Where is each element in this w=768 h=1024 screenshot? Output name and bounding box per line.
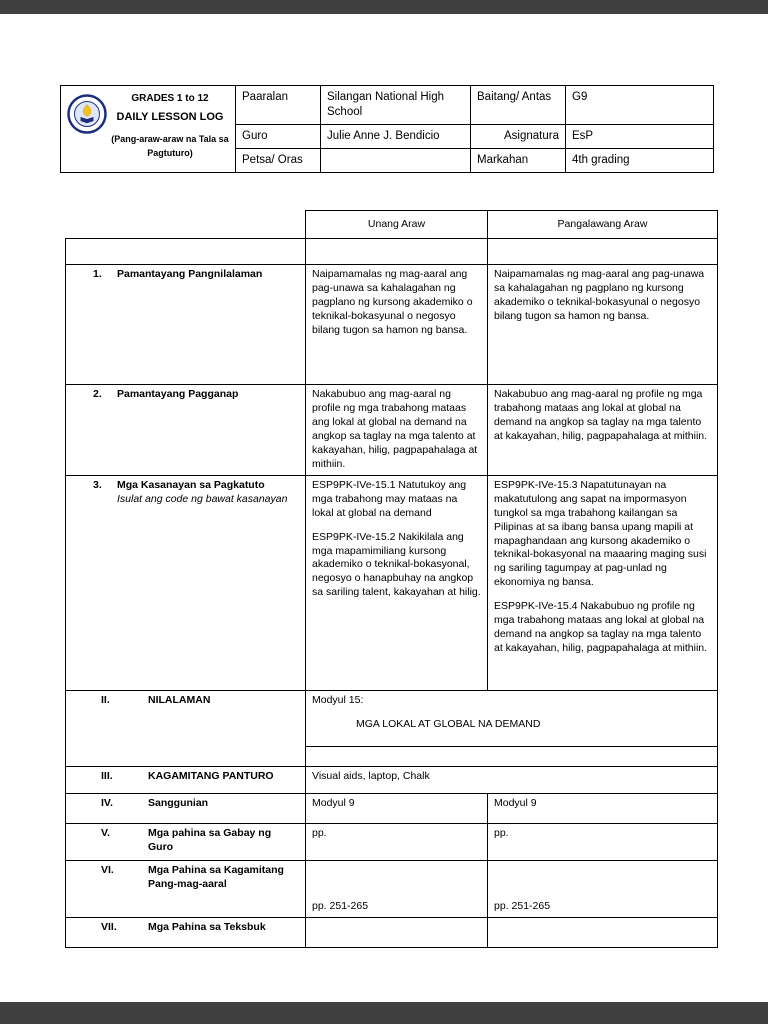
section-title: NILALAMAN: [148, 693, 211, 706]
cell-s1-day2: Naipamamalas ng mag-aaral ang pag-unawa sa kahalagahan ng pagplano ng kursong akademiko o teknikal-bokasyunal o negosyo bilang tugon sa hamon ng bansa.: [488, 265, 718, 385]
meta-value-grade: G9: [566, 86, 714, 125]
label-nilalaman: [66, 690, 306, 766]
cell-s7-day1: pp.: [306, 823, 488, 860]
section-row-sanggunian: [66, 793, 718, 823]
lesson-log-body-table: [65, 210, 718, 948]
daily-lesson-log-title: DAILY LESSON LOG: [116, 111, 224, 123]
section-row-kasanayan: [66, 475, 718, 690]
spacer-cell: [488, 239, 718, 265]
cell-s7-day2: pp.: [488, 823, 718, 860]
corner-cell: [66, 211, 306, 239]
cell-s3-day2: [488, 475, 718, 690]
label-kagamitang-panturo: [66, 766, 306, 793]
viewer-bottom-bar: [0, 1002, 768, 1024]
document-page: [0, 14, 768, 1002]
meta-label-asignatura: Asignatura: [471, 124, 566, 148]
section-row-kagamitang-pang-mag-aaral: [66, 860, 718, 917]
section-number: IV.: [101, 796, 113, 809]
section-number: 2.: [93, 388, 102, 400]
section-number: III.: [101, 769, 113, 782]
logo-title-cell: [61, 86, 236, 173]
section-title: Mga Pahina sa Kagamitang Pang-mag-aaral: [148, 863, 284, 890]
cell-s3-day1: [306, 475, 488, 690]
section-row-nilalaman: [66, 690, 718, 746]
day2-header: Pangalawang Araw: [488, 211, 718, 239]
label-sanggunian: [66, 793, 306, 823]
cell-s8-day2: pp. 251-265: [488, 860, 718, 917]
section-number: 3.: [93, 478, 102, 491]
day-header-row: [66, 211, 718, 239]
meta-label-petsa: Petsa/ Oras: [236, 148, 321, 172]
label-mga-kasanayan: [66, 475, 306, 690]
cell-s2-day1: Nakabubuo ang mag-aaral ng profile ng mga trabahong mataas ang lokal at global na demand na angkop sa taglay na mga talento at kakayahan, hilig, pagpapahalaga at mithiin.: [306, 385, 488, 476]
cell-s9-day1: [306, 917, 488, 947]
meta-value-school: Silangan National High School: [321, 86, 471, 125]
section-row-kagamitan: [66, 766, 718, 793]
meta-label-guro: Guro: [236, 124, 321, 148]
esp-code-15-4: ESP9PK-IVe-15.4 Nakabubuo ng profile ng mga trabahong mataas ang lokal at global na demand na angkop sa taglay na mga talento at kakayahan, hilig, pagpapahalaga at mithiin.: [494, 600, 708, 655]
spacer-cell: [306, 239, 488, 265]
section-number: II.: [101, 693, 110, 706]
section-title: Mga Kasanayan sa Pagkatuto: [117, 478, 265, 491]
label-pamantayang-pangnilalaman: [66, 265, 306, 385]
label-pahina-kagamitang-mag-aaral: [66, 860, 306, 917]
section-title: Mga Pahina sa Teksbuk: [148, 920, 266, 933]
cell-s2-day2: Nakabubuo ang mag-aaral ng profile ng mga trabahong mataas ang lokal at global na demand na angkop sa taglay na mga talento at kakayahan, hilig, pagpapahalaga at mithiin.: [488, 385, 718, 476]
logo-wrap: [67, 90, 229, 160]
section-number: VI.: [101, 863, 114, 876]
header-titles: [111, 90, 229, 160]
meta-value-date: [321, 148, 471, 172]
meta-label-paaralan: Paaralan: [236, 86, 321, 125]
deped-seal-icon: [67, 90, 111, 139]
cell-s8-day1: pp. 251-265: [306, 860, 488, 917]
cell-s6-day1: Modyul 9: [306, 793, 488, 823]
section-title: Pamantayang Pagganap: [117, 388, 239, 400]
meta-row-paaralan: [61, 86, 714, 125]
label-pamantayang-pagganap: [66, 385, 306, 476]
cell-nilalaman-content: [306, 690, 718, 746]
spacer-row: [66, 239, 718, 265]
meta-value-quarter: 4th grading: [566, 148, 714, 172]
lesson-log-header-table: [60, 85, 714, 173]
daily-lesson-log-subtitle: (Pang-araw-araw na Tala sa Pagtuturo): [111, 134, 229, 158]
modyul-topic-title: MGA LOKAL AT GLOBAL NA DEMAND: [356, 717, 541, 730]
label-pahina-teksbuk: [66, 917, 306, 947]
meta-value-subject: EsP: [566, 124, 714, 148]
spacer-cell: [66, 239, 306, 265]
section-title: Pamantayang Pangnilalaman: [117, 268, 263, 280]
section-title: Mga pahina sa Gabay ng Guro: [148, 826, 272, 853]
meta-label-baitang: Baitang/ Antas: [471, 86, 566, 125]
section-number: 1.: [93, 268, 102, 280]
section-title: Sanggunian: [148, 796, 209, 809]
viewer-top-bar: [0, 0, 768, 14]
cell-s9-day2: [488, 917, 718, 947]
section-row-pagganap: [66, 385, 718, 476]
cell-s6-day2: Modyul 9: [488, 793, 718, 823]
esp-code-15-1: ESP9PK-IVe-15.1 Natutukoy ang mga trabahong may mataas na lokal at global na demand: [312, 478, 467, 519]
cell-kagamitan-content: Visual aids, laptop, Chalk: [306, 766, 718, 793]
modyul-number: Modyul 15:: [312, 693, 364, 706]
section-number: V.: [101, 826, 110, 839]
spacer-cell: [306, 746, 718, 766]
section-row-gabay-ng-guro: [66, 823, 718, 860]
section-row-pangnilalaman: [66, 265, 718, 385]
section-title: KAGAMITANG PANTURO: [148, 769, 274, 782]
section-row-teksbuk: [66, 917, 718, 947]
day1-header: Unang Araw: [306, 211, 488, 239]
esp-code-15-3: ESP9PK-IVe-15.3 Napatutunayan na makatutulong ang sapat na impormasyon tungkol sa mga trabahong kailangan sa Pilipinas at sa ibang bansa upang mapili at mapaghandaan ang kursong akademiko o teknikal-bokasyonal na maaaring maging susi ng sariling tagumpay at pag-unlad ng ekonomiya ng bansa.: [494, 478, 707, 589]
meta-value-teacher: Julie Anne J. Bendicio: [321, 124, 471, 148]
esp-code-15-2: ESP9PK-IVe-15.2 Nakikilala ang mga mapamimiliang kursong akademiko o teknikal-bokasyonal, negosyo o hanapbuhay na angkop sa sariling talent, kakayahan at hilig.: [312, 530, 481, 599]
grades-title: GRADES 1 to 12: [131, 93, 209, 104]
meta-label-markahan: Markahan: [471, 148, 566, 172]
cell-s1-day1: Naipamamalas ng mag-aaral ang pag-unawa sa kahalagahan ng pagplano ng kursong akademiko o teknikal-bokasyunal o negosyo bilang tugon sa hamon ng bansa.: [306, 265, 488, 385]
section-subtitle: Isulat ang code ng bawat kasanayan: [117, 492, 288, 505]
label-pahina-gabay-guro: [66, 823, 306, 860]
section-number: VII.: [101, 920, 117, 933]
